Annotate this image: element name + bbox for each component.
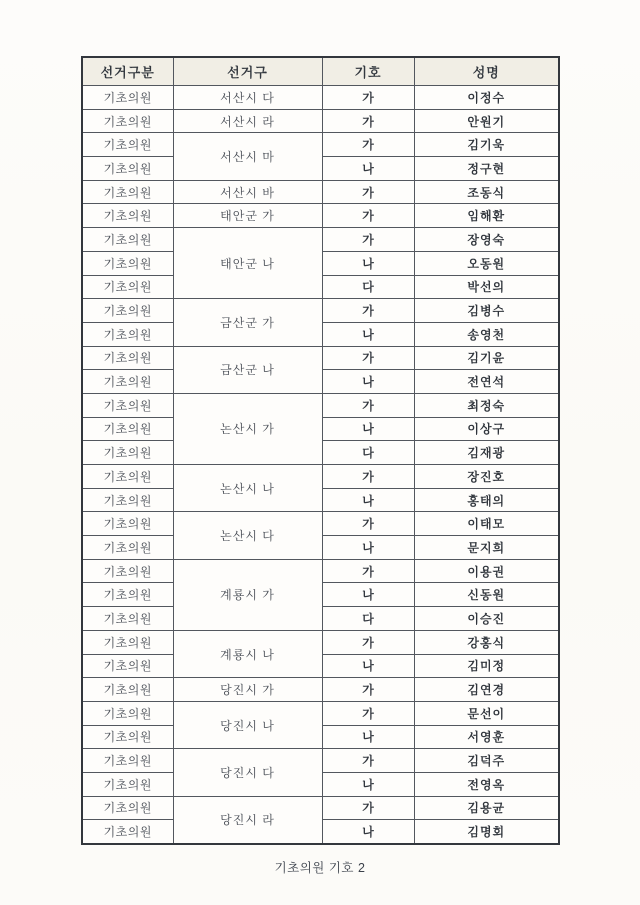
cell-symbol: 나 (322, 417, 414, 441)
cell-electoral-district: 당진시 가 (173, 678, 322, 702)
cell-symbol: 가 (322, 228, 414, 252)
cell-name: 이상구 (414, 417, 559, 441)
table-row (82, 749, 559, 773)
cell-name: 이태모 (414, 512, 559, 536)
cell-election-category: 기초의원 (82, 346, 173, 370)
cell-name: 김미정 (414, 654, 559, 678)
cell-name: 문지희 (414, 536, 559, 560)
cell-election-category: 기초의원 (82, 133, 173, 157)
cell-symbol: 가 (322, 133, 414, 157)
cell-name: 오동원 (414, 251, 559, 275)
table-row (82, 86, 559, 110)
cell-name: 송영천 (414, 322, 559, 346)
cell-election-category: 기초의원 (82, 275, 173, 299)
cell-electoral-district: 논산시 가 (173, 393, 322, 464)
cell-name: 김재광 (414, 441, 559, 465)
cell-symbol: 다 (322, 607, 414, 631)
cell-symbol: 가 (322, 796, 414, 820)
cell-electoral-district: 금산군 나 (173, 346, 322, 393)
cell-election-category: 기초의원 (82, 559, 173, 583)
table-row (82, 133, 559, 157)
cell-name: 문선이 (414, 701, 559, 725)
cell-name: 이용권 (414, 559, 559, 583)
cell-symbol: 다 (322, 275, 414, 299)
cell-symbol: 가 (322, 299, 414, 323)
cell-election-category: 기초의원 (82, 228, 173, 252)
table-header-row (82, 57, 559, 86)
table-row (82, 109, 559, 133)
cell-symbol: 가 (322, 701, 414, 725)
cell-electoral-district: 태안군 나 (173, 228, 322, 299)
table-row (82, 701, 559, 725)
cell-name: 신동원 (414, 583, 559, 607)
cell-symbol: 가 (322, 180, 414, 204)
cell-symbol: 가 (322, 630, 414, 654)
cell-election-category: 기초의원 (82, 86, 173, 110)
cell-electoral-district: 당진시 나 (173, 701, 322, 748)
cell-electoral-district: 당진시 다 (173, 749, 322, 796)
cell-electoral-district: 태안군 가 (173, 204, 322, 228)
cell-name: 이정수 (414, 86, 559, 110)
header-name: 성명 (414, 57, 559, 86)
cell-symbol: 가 (322, 204, 414, 228)
cell-symbol: 가 (322, 86, 414, 110)
cell-election-category: 기초의원 (82, 512, 173, 536)
cell-election-category: 기초의원 (82, 204, 173, 228)
header-electoral-district: 선거구 (173, 57, 322, 86)
cell-election-category: 기초의원 (82, 583, 173, 607)
cell-election-category: 기초의원 (82, 465, 173, 489)
cell-election-category: 기초의원 (82, 701, 173, 725)
cell-election-category: 기초의원 (82, 322, 173, 346)
cell-symbol: 나 (322, 488, 414, 512)
cell-symbol: 나 (322, 583, 414, 607)
cell-symbol: 가 (322, 512, 414, 536)
table-row (82, 346, 559, 370)
cell-symbol: 가 (322, 678, 414, 702)
cell-election-category: 기초의원 (82, 607, 173, 631)
cell-symbol: 가 (322, 109, 414, 133)
table-row (82, 796, 559, 820)
cell-name: 강홍식 (414, 630, 559, 654)
header-symbol: 기호 (322, 57, 414, 86)
cell-name: 이승진 (414, 607, 559, 631)
cell-name: 장진호 (414, 465, 559, 489)
table-row (82, 393, 559, 417)
cell-election-category: 기초의원 (82, 820, 173, 844)
cell-election-category: 기초의원 (82, 749, 173, 773)
cell-symbol: 나 (322, 370, 414, 394)
cell-election-category: 기초의원 (82, 678, 173, 702)
cell-electoral-district: 서산시 마 (173, 133, 322, 180)
cell-election-category: 기초의원 (82, 654, 173, 678)
cell-election-category: 기초의원 (82, 157, 173, 181)
cell-electoral-district: 논산시 다 (173, 512, 322, 559)
table-row (82, 180, 559, 204)
table-body (82, 86, 559, 845)
cell-election-category: 기초의원 (82, 251, 173, 275)
cell-electoral-district: 서산시 라 (173, 109, 322, 133)
cell-election-category: 기초의원 (82, 441, 173, 465)
cell-election-category: 기초의원 (82, 536, 173, 560)
cell-election-category: 기초의원 (82, 393, 173, 417)
cell-name: 김기욱 (414, 133, 559, 157)
cell-name: 임해환 (414, 204, 559, 228)
table-row (82, 465, 559, 489)
page-footer-caption: 기초의원 기호 2 (274, 861, 366, 875)
cell-symbol: 가 (322, 559, 414, 583)
cell-electoral-district: 금산군 가 (173, 299, 322, 346)
cell-election-category: 기초의원 (82, 772, 173, 796)
cell-name: 홍태의 (414, 488, 559, 512)
cell-election-category: 기초의원 (82, 796, 173, 820)
cell-name: 최정숙 (414, 393, 559, 417)
table-row (82, 204, 559, 228)
cell-symbol: 나 (322, 654, 414, 678)
cell-election-category: 기초의원 (82, 299, 173, 323)
cell-election-category: 기초의원 (82, 109, 173, 133)
cell-name: 서영훈 (414, 725, 559, 749)
cell-electoral-district: 서산시 다 (173, 86, 322, 110)
cell-election-category: 기초의원 (82, 370, 173, 394)
table-row (82, 299, 559, 323)
cell-name: 김덕주 (414, 749, 559, 773)
cell-name: 안원기 (414, 109, 559, 133)
cell-election-category: 기초의원 (82, 417, 173, 441)
table-row (82, 630, 559, 654)
cell-electoral-district: 계룡시 나 (173, 630, 322, 677)
cell-electoral-district: 계룡시 가 (173, 559, 322, 630)
cell-name: 조동식 (414, 180, 559, 204)
table-row (82, 559, 559, 583)
cell-symbol: 나 (322, 322, 414, 346)
cell-election-category: 기초의원 (82, 630, 173, 654)
cell-name: 김명회 (414, 820, 559, 844)
cell-name: 전영옥 (414, 772, 559, 796)
cell-symbol: 나 (322, 157, 414, 181)
cell-name: 장영숙 (414, 228, 559, 252)
table-row (82, 512, 559, 536)
cell-name: 김용균 (414, 796, 559, 820)
cell-symbol: 나 (322, 725, 414, 749)
cell-symbol: 가 (322, 465, 414, 489)
cell-name: 박선의 (414, 275, 559, 299)
cell-name: 정구현 (414, 157, 559, 181)
cell-symbol: 가 (322, 749, 414, 773)
cell-symbol: 나 (322, 536, 414, 560)
cell-symbol: 나 (322, 251, 414, 275)
cell-name: 김연경 (414, 678, 559, 702)
header-election-category: 선거구분 (82, 57, 173, 86)
cell-name: 전연석 (414, 370, 559, 394)
cell-symbol: 가 (322, 346, 414, 370)
table-row (82, 678, 559, 702)
cell-electoral-district: 서산시 바 (173, 180, 322, 204)
cell-symbol: 나 (322, 820, 414, 844)
cell-electoral-district: 당진시 라 (173, 796, 322, 844)
candidate-table (81, 56, 560, 845)
cell-name: 김기윤 (414, 346, 559, 370)
cell-electoral-district: 논산시 나 (173, 465, 322, 512)
cell-symbol: 가 (322, 393, 414, 417)
cell-name: 김병수 (414, 299, 559, 323)
cell-election-category: 기초의원 (82, 488, 173, 512)
table-row (82, 228, 559, 252)
cell-election-category: 기초의원 (82, 180, 173, 204)
cell-symbol: 다 (322, 441, 414, 465)
cell-symbol: 나 (322, 772, 414, 796)
cell-election-category: 기초의원 (82, 725, 173, 749)
